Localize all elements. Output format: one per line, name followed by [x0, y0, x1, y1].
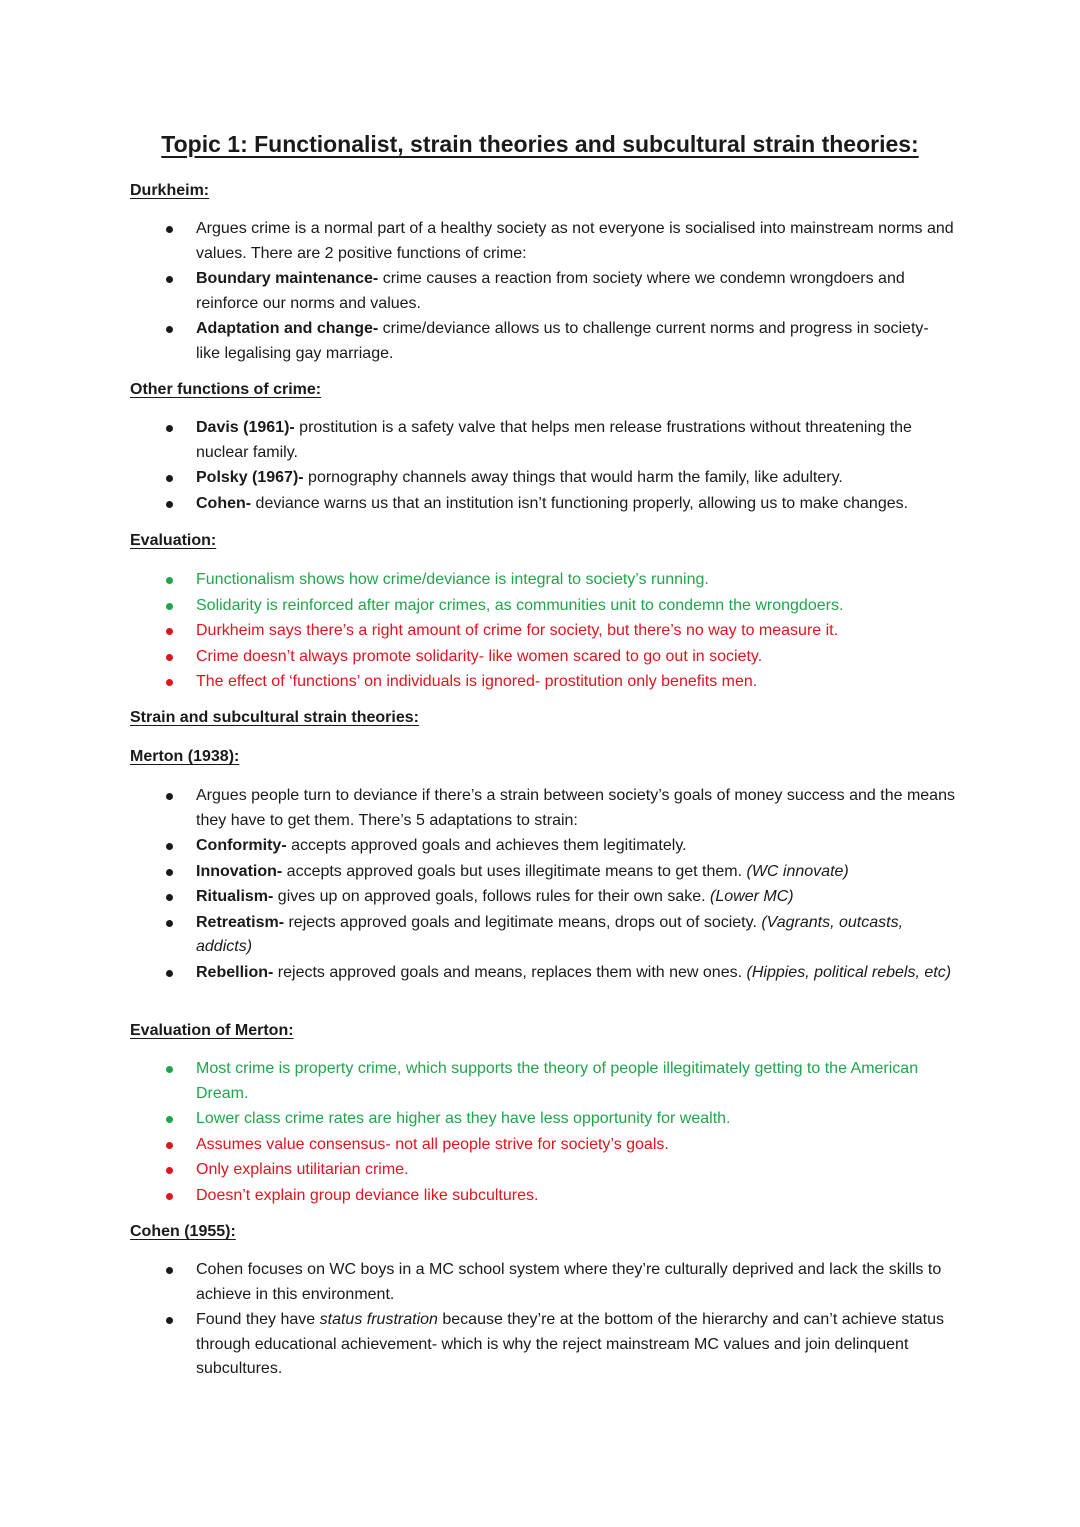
list-item-negative: [196, 1133, 956, 1158]
list-item: [196, 267, 956, 316]
item-term: Boundary maintenance-: [196, 270, 379, 287]
item-emphasis: status frustration: [319, 1311, 438, 1328]
list-item: [196, 860, 956, 885]
list-item-negative: [196, 619, 956, 644]
list-item-negative: [196, 1158, 956, 1183]
list-item: [196, 416, 956, 465]
item-note: (Vagrants, outcasts, addicts): [196, 913, 904, 955]
list-item: [196, 961, 956, 986]
heading-cohen: Cohen (1955):: [130, 1223, 236, 1240]
item-text: crime causes a reaction from society where we condemn wrongdoers and reinforce our norms and values.: [196, 270, 905, 312]
item-note: (WC innovate): [746, 862, 849, 880]
item-text: accepts approved goals and achieves them legitimately.: [286, 837, 687, 854]
item-text: because they’re at the bottom of the hierarchy and can’t achieve status through educational achievement- which is why the reject mainstream MC values and join delinquent subcultures.: [196, 1311, 944, 1377]
item-text: prostitution is a safety valve that helps men release frustrations without threatening the nuclear family.: [196, 419, 912, 461]
item-text: Cohen focuses on WC boys in a MC school system where they’re culturally deprived and lack the skills to achieve in this environment.: [196, 1261, 942, 1303]
item-note: (Lower MC): [710, 888, 794, 905]
heading-merton: Merton (1938):: [130, 748, 240, 765]
item-term: Retreatism-: [196, 913, 285, 931]
durkheim-list: [196, 217, 956, 366]
item-text: Crime doesn’t always promote solidarity- like women scared to go out in society.: [196, 647, 763, 665]
item-text: Solidarity is reinforced after major crimes, as communities unit to condemn the wrongdoers.: [196, 596, 844, 614]
item-text: crime/deviance allows us to challenge current norms and progress in society- like legalising gay marriage.: [196, 320, 929, 362]
item-term: Polsky (1967)-: [196, 469, 304, 486]
item-text: Functionalism shows how crime/deviance is integral to society’s running.: [196, 571, 709, 588]
list-item: [196, 911, 956, 960]
item-text: Found they have: [196, 1311, 320, 1328]
list-item-positive: [196, 1107, 956, 1132]
merton-list: [196, 784, 956, 985]
item-text: Durkheim says there’s a right amount of crime for society, but there’s no way to measure it.: [196, 622, 839, 639]
item-term: Conformity-: [196, 837, 287, 854]
list-item: [196, 1308, 956, 1382]
item-text: gives up on approved goals, follows rules for their own sake.: [273, 888, 711, 905]
heading-durkheim: Durkheim:: [130, 182, 210, 199]
item-text: Lower class crime rates are higher as they have less opportunity for wealth.: [196, 1110, 731, 1127]
item-term: Adaptation and change-: [196, 320, 379, 337]
item-term: Davis (1961)-: [196, 419, 295, 436]
list-item-negative: [196, 645, 956, 670]
list-item: [196, 1258, 956, 1307]
item-text: pornography channels away things that would harm the family, like adultery.: [303, 469, 843, 486]
heading-evaluation: Evaluation:: [130, 532, 217, 549]
item-text: Assumes value consensus- not all people strive for society’s goals.: [196, 1135, 669, 1153]
list-item: [196, 466, 956, 491]
item-note: (Hippies, political rebels, etc): [746, 963, 952, 981]
page-title: Topic 1: Functionalist, strain theories and subcultural strain theories:: [161, 131, 919, 157]
evaluation-list: [196, 568, 956, 695]
list-item: [196, 317, 956, 366]
item-text: accepts approved goals but uses illegitimate means to get them.: [282, 862, 747, 880]
item-term: Ritualism-: [196, 888, 274, 905]
item-text: deviance warns us that an institution isn’t functioning properly, allowing us to make changes.: [251, 494, 909, 512]
list-item: [196, 784, 956, 833]
item-text: Doesn’t explain group deviance like subcultures.: [196, 1186, 539, 1204]
cohen-list: [196, 1258, 956, 1382]
list-item-negative: [196, 670, 956, 695]
other-functions-list: [196, 416, 956, 516]
list-item: [196, 834, 956, 859]
item-term: Cohen-: [196, 494, 252, 512]
list-item-positive: [196, 594, 956, 619]
heading-strain-theories: Strain and subcultural strain theories:: [130, 709, 419, 726]
heading-evaluation-merton: Evaluation of Merton:: [130, 1022, 294, 1039]
evaluation-merton-list: [196, 1057, 956, 1208]
list-item: [196, 885, 956, 910]
item-text: rejects approved goals and means, replaces them with new ones.: [273, 963, 747, 981]
item-text: Only explains utilitarian crime.: [196, 1161, 409, 1178]
list-item-positive: [196, 1057, 956, 1106]
item-text: Most crime is property crime, which supports the theory of people illegitimately getting to the American Dream.: [196, 1060, 919, 1102]
list-item-negative: [196, 1184, 956, 1209]
heading-other-functions: Other functions of crime:: [130, 381, 322, 398]
item-text: rejects approved goals and legitimate means, drops out of society.: [284, 913, 762, 931]
item-text: Argues people turn to deviance if there’s a strain between society’s goals of money success and the means they have to get them. There’s 5 adaptations to strain:: [196, 787, 955, 829]
item-text: Argues crime is a normal part of a healthy society as not everyone is socialised into mainstream norms and values. There are 2 positive functions of crime:: [196, 220, 954, 262]
list-item: [196, 492, 956, 517]
list-item-positive: [196, 568, 956, 593]
item-term: Rebellion-: [196, 963, 274, 981]
item-text: The effect of ‘functions’ on individuals is ignored- prostitution only benefits men.: [196, 673, 758, 690]
list-item: [196, 217, 956, 266]
item-term: Innovation-: [196, 862, 283, 880]
